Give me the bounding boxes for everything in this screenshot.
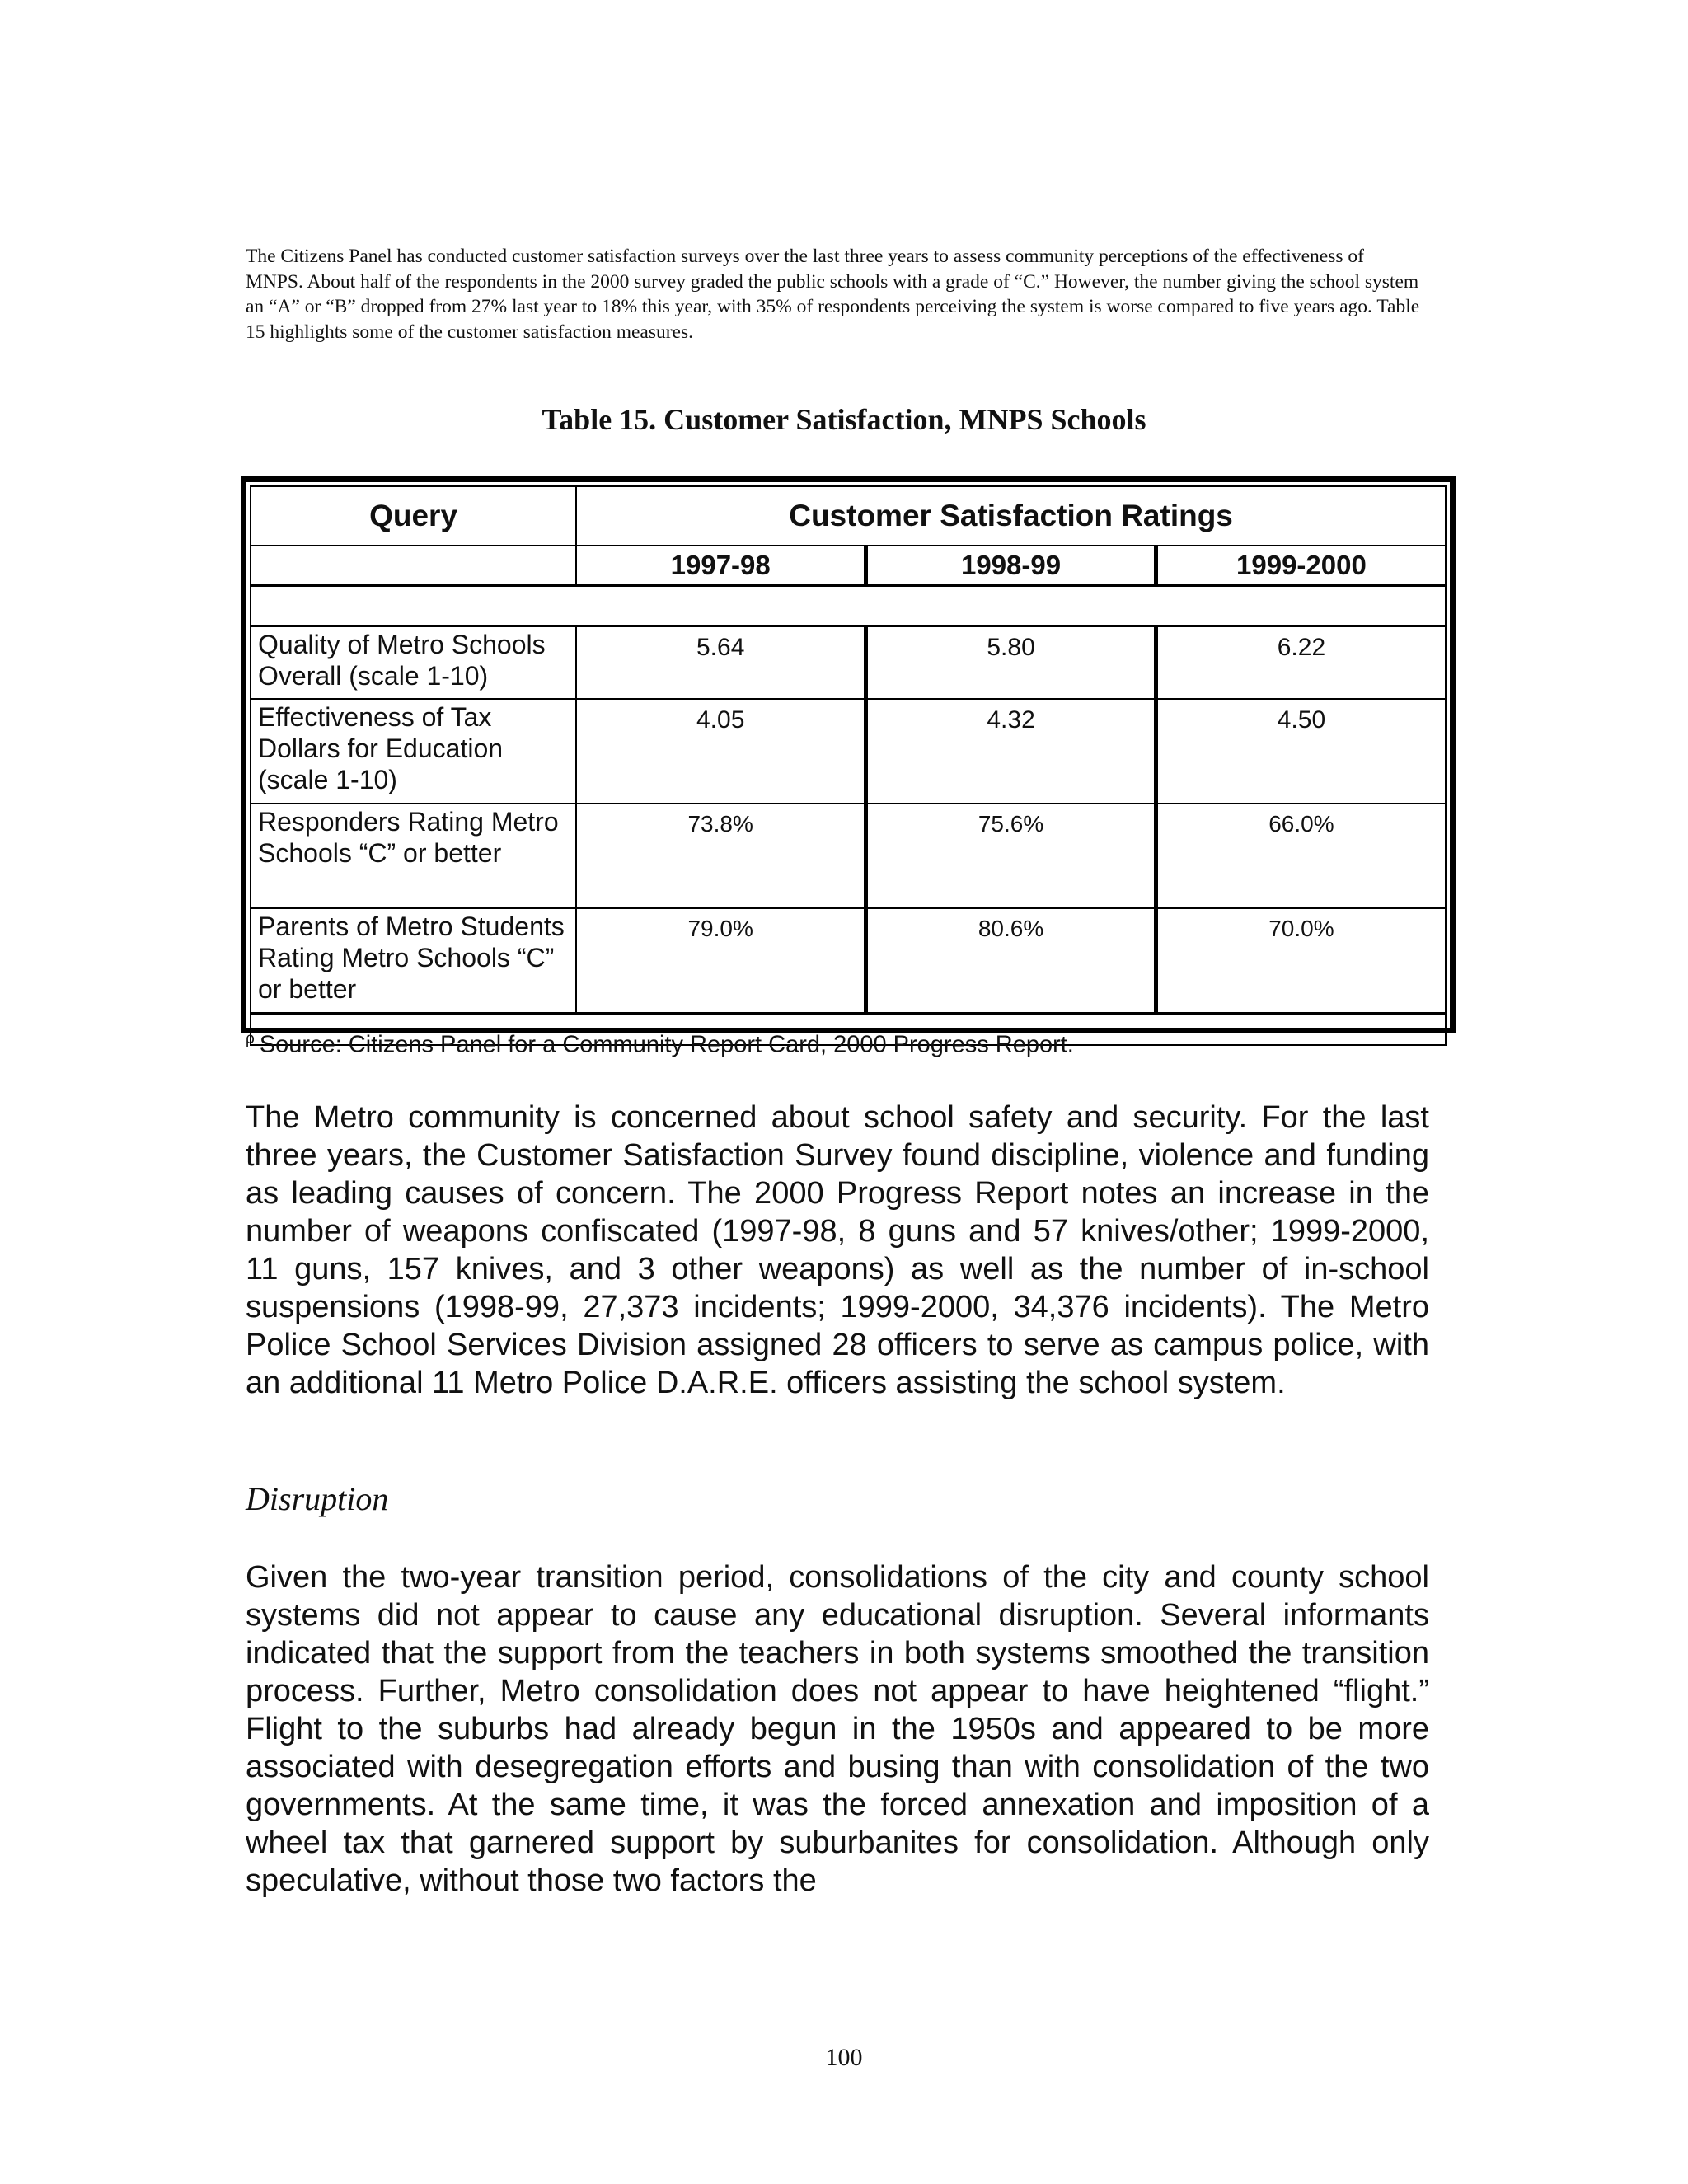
year-header: 1998-99 [866,546,1156,586]
value-cell: 75.6% [866,804,1156,908]
page-number: 100 [825,2044,863,2071]
value-cell: 5.80 [866,626,1156,700]
query-cell: Responders Rating Metro Schools “C” or better [251,804,576,908]
table-title: Table 15. Customer Satisfaction, MNPS Schools [542,403,1146,436]
table-header-row [251,486,1446,546]
source-mark: ρ [246,1030,255,1047]
table-row [251,908,1446,1014]
value-cell: 79.0% [576,908,866,1014]
satisfaction-table-frame [241,476,1456,1033]
spacer-cell [251,586,1446,626]
table-row [251,804,1446,908]
table-row [251,699,1446,804]
table-row [251,626,1446,700]
intro-paragraph: The Citizens Panel has conducted customer satisfaction surveys over the last three years to assess community perceptions of the effectiveness of MNPS. About half of the respondents in the 2000 survey graded the public schools with a grade of “C.” However, the number giving the school system an “A” or “B” dropped from 27% last year to 18% this year, with 35% of respondents perceiving the system is worse compared to five years ago. Table 15 highlights some of the customer satisfaction measures. [246,246,1420,343]
years-blank-cell [251,546,576,586]
value-cell: 80.6% [866,908,1156,1014]
query-cell: Effectiveness of Tax Dollars for Education (scale 1-10) [251,699,576,804]
satisfaction-table [250,485,1447,1046]
value-cell: 6.22 [1156,626,1446,700]
value-cell: 5.64 [576,626,866,700]
disruption-paragraph: Given the two-year transition period, consolidations of the city and county school systems did not appear to cause any educational disruption. Several informants indicated that the support from the teachers in both systems smoothed the transition process. Further, Metro consolidation does not appear to have heightened “flight.” Flight to the suburbs had already begun in the 1950s and appeared to be more associated with desegregation efforts and busing than with consolidation of the two governments. At the same time, it was the forced annexation and imposition of a wheel tax that garnered support by suburbanites for consolidation. Although only speculative, without those two factors the [246,1560,1429,1898]
value-cell: 66.0% [1156,804,1446,908]
query-cell: Parents of Metro Students Rating Metro Schools “C” or better [251,908,576,1014]
year-header: 1997-98 [576,546,866,586]
value-cell: 4.32 [866,699,1156,804]
table-years-row [251,546,1446,586]
header-ratings: Customer Satisfaction Ratings [576,486,1446,546]
value-cell: 4.50 [1156,699,1446,804]
value-cell: 70.0% [1156,908,1446,1014]
header-query: Query [251,486,576,546]
value-cell: 73.8% [576,804,866,908]
section-heading: Disruption [246,1480,389,1517]
query-cell: Quality of Metro Schools Overall (scale 1-10) [251,626,576,700]
year-header: 1999-2000 [1156,546,1446,586]
value-cell: 4.05 [576,699,866,804]
safety-paragraph: The Metro community is concerned about school safety and security. For the last three years, the Customer Satisfaction Survey found discipline, violence and funding as leading causes of concern. The 2000 Progress Report notes an increase in the number of weapons confiscated (1997-98, 8 guns and 57 knives/other; 1999-2000, 11 guns, 157 knives, and 3 other weapons) as well as the number of in-school suspensions (1998-99, 27,373 incidents; 1999-2000, 34,376 incidents). The Metro Police School Services Division assigned 28 officers to serve as campus police, with an additional 11 Metro Police D.A.R.E. officers assisting the school system. [246,1100,1429,1400]
source-text: Source: Citizens Panel for a Community Report Card, 2000 Progress Report. [259,1031,1074,1058]
table-source-note [246,1030,1074,1059]
table-spacer-row [251,586,1446,626]
